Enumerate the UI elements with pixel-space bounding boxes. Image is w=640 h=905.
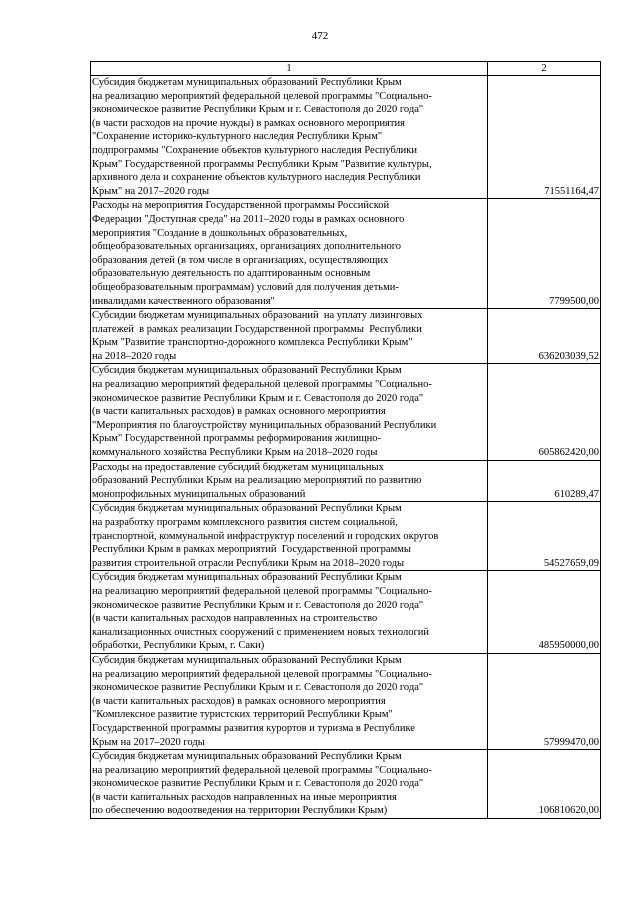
- row-description: Расходы на предоставление субсидий бюджетам муниципальных образований Республики Крым на реализацию мероприятий по развитию монопрофильных муниципальных образований: [91, 460, 488, 502]
- page-number: 472: [311, 30, 329, 42]
- row-description: Субсидии бюджетам муниципальных образований на уплату лизинговых платежей в рамках реализации Государственной программы Республики Крым "Развитие транспортно-дорожного комплекса Республики Крым" на 2018–2020 годы: [91, 309, 488, 364]
- row-description: Субсидия бюджетам муниципальных образований Республики Крым на реализацию мероприятий федеральной целевой программы "Социально- экономическое развитие Республики Крым и г. Севастополя до 2020 года" (в части расходов на прочие нужды) в рамках основного мероприятия "Сохранение историко-культурного наследия Республики Крым" подпрограммы "Сохранение объектов культурного наследия Республики Крым" Государственной программы Республики Крым "Развитие культуры, архивного дела и сохранение объектов культурного наследия Республики Крым" на 2017–2020 годы: [91, 76, 488, 199]
- row-amount: 57999470,00: [488, 653, 601, 749]
- table-header-row: [91, 62, 601, 76]
- row-amount: 71551164,47: [488, 76, 601, 199]
- table-row: [91, 364, 601, 460]
- row-amount: 610289,47: [488, 460, 601, 502]
- row-amount: 54527659,09: [488, 502, 601, 571]
- row-description: Расходы на мероприятия Государственной программы Российской Федерации "Доступная среда" на 2011–2020 годы в рамках основного мероприятия "Создание в дошкольных образовательных, общеобразовательных организациях, организациях дополнительного образования детей (в том числе в организациях, осуществляющих образовательную деятельность по адаптированным основным общеобразовательным программам) условий для получения детьми- инвалидами качественного образования": [91, 199, 488, 309]
- row-amount: 485950000,00: [488, 571, 601, 654]
- table-row: [91, 750, 601, 819]
- row-amount: 605862420,00: [488, 364, 601, 460]
- row-description: Субсидия бюджетам муниципальных образований Республики Крым на реализацию мероприятий федеральной целевой программы "Социально- экономическое развитие Республики Крым и г. Севастополя до 2020 года" (в части капитальных расходов направленных на иные мероприятия по обеспечению водоотведения на территории Республики Крым): [91, 750, 488, 819]
- table-row: [91, 653, 601, 749]
- row-description: Субсидия бюджетам муниципальных образований Республики Крым на реализацию мероприятий федеральной целевой программы "Социально- экономическое развитие Республики Крым и г. Севастополя до 2020 года" (в части капитальных расходов) в рамках основного мероприятия "Комплексное развитие туристских территорий Республики Крым" Государственной программы развития курортов и туризма в Республике Крым на 2017–2020 годы: [91, 653, 488, 749]
- table-row: [91, 199, 601, 309]
- row-description: Субсидия бюджетам муниципальных образований Республики Крым на реализацию мероприятий федеральной целевой программы "Социально- экономическое развитие Республики Крым и г. Севастополя до 2020 года" (в части капитальных расходов направленных на строительство канализационных очистных сооружений с применением новых технологий обработки, Республики Крым, г. Саки): [91, 571, 488, 654]
- table-row: [91, 309, 601, 364]
- budget-table: [90, 61, 601, 819]
- table-row: [91, 460, 601, 502]
- row-description: Субсидия бюджетам муниципальных образований Республики Крым на реализацию мероприятий федеральной целевой программы "Социально- экономическое развитие Республики Крым и г. Севастополя до 2020 года" (в части капитальных расходов) в рамках основного мероприятия "Мероприятия по благоустройству муниципальных образований Республики Крым" Государственной программы реформирования жилищно- коммунального хозяйства Республики Крым на 2018–2020 годы: [91, 364, 488, 460]
- row-amount: 106810620,00: [488, 750, 601, 819]
- column-header-2: 2: [488, 62, 601, 76]
- row-amount: 7799500,00: [488, 199, 601, 309]
- column-header-1: 1: [91, 62, 488, 76]
- row-description: Субсидия бюджетам муниципальных образований Республики Крым на разработку программ комплексного развития систем социальной, транспортной, коммунальной инфраструктур поселений и городских округов Республики Крым в рамках мероприятий Государственной программы развития строительной отрасли Республики Крым на 2018–2020 годы: [91, 502, 488, 571]
- row-amount: 636203039,52: [488, 309, 601, 364]
- table-row: [91, 571, 601, 654]
- table-row: [91, 76, 601, 199]
- table-row: [91, 502, 601, 571]
